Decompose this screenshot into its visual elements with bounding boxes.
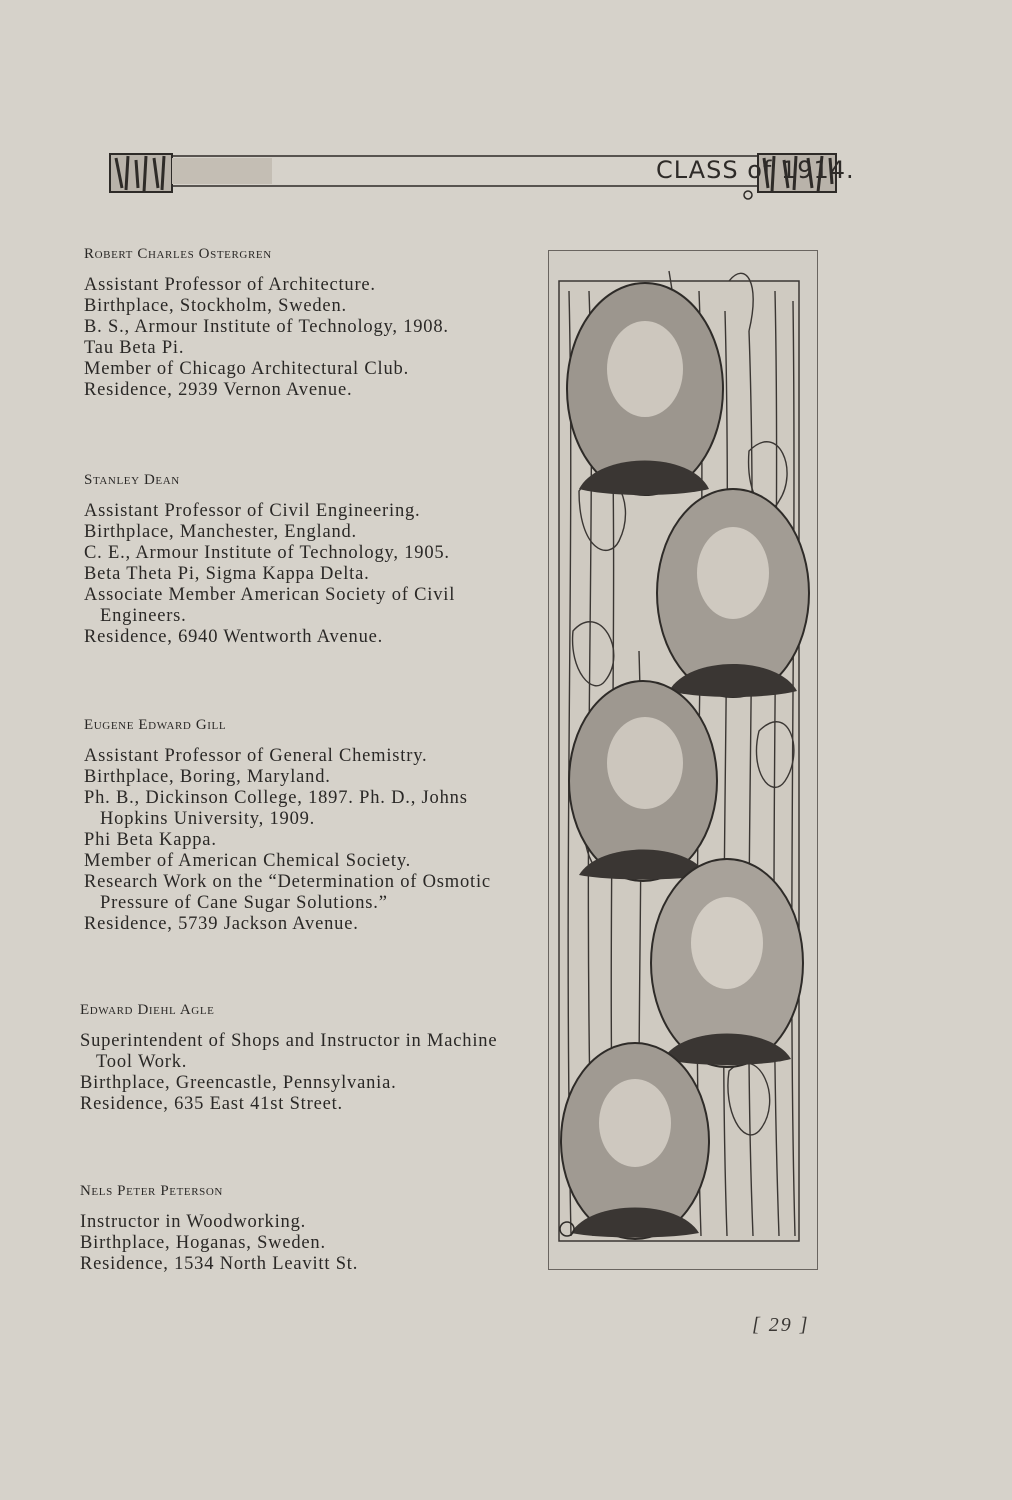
entry-line: Research Work on the “Determination of Osmotic Pressure of Cane Sugar Solutions.”: [84, 872, 491, 913]
entry-line: Residence, 6940 Wentworth Avenue.: [84, 627, 384, 647]
entry-line: C. E., Armour Institute of Technology, 1905.: [84, 543, 450, 563]
class-header-title: CLASS of 1914.: [656, 156, 855, 184]
faculty-name: Robert Charles Ostergren: [84, 246, 272, 262]
faculty-entry-ostergren: [84, 246, 524, 401]
entry-line: Member of American Chemical Society.: [84, 851, 412, 871]
entry-line: Superintendent of Shops and Instructor in Machine Tool Work.: [80, 1031, 498, 1072]
faculty-name: Eugene Edward Gill: [84, 717, 227, 733]
portrait-panel: [548, 250, 818, 1270]
faculty-name: Nels Peter Peterson: [80, 1183, 223, 1199]
entry-line: Birthplace, Boring, Maryland.: [84, 767, 331, 787]
entry-line: Tau Beta Pi.: [84, 338, 185, 358]
entry-line: Ph. B., Dickinson College, 1897. Ph. D., Johns Hopkins University, 1909.: [84, 788, 468, 829]
entry-line: Assistant Professor of General Chemistry.: [84, 746, 428, 766]
faculty-name: Edward Diehl Agle: [80, 1002, 215, 1018]
faculty-entry-peterson: [80, 1183, 520, 1275]
entry-line: Birthplace, Greencastle, Pennsylvania.: [80, 1073, 397, 1093]
faculty-entry-agle: [80, 1002, 524, 1115]
entry-line: Assistant Professor of Civil Engineering.: [84, 501, 421, 521]
entry-line: Residence, 1534 North Leavitt St.: [80, 1254, 359, 1274]
entry-line: Residence, 635 East 41st Street.: [80, 1094, 343, 1114]
entry-line: Residence, 2939 Vernon Avenue.: [84, 380, 353, 400]
entry-line: Beta Theta Pi, Sigma Kappa Delta.: [84, 564, 370, 584]
entry-line: Phi Beta Kappa.: [84, 830, 217, 850]
floral-portrait-illustration: [549, 251, 819, 1271]
entry-line: Birthplace, Hoganas, Sweden.: [80, 1233, 326, 1253]
class-header-banner: [108, 148, 855, 200]
faculty-entry-gill: [84, 717, 524, 935]
entry-line: Assistant Professor of Architecture.: [84, 275, 376, 295]
faculty-entry-dean: [84, 472, 524, 648]
entry-line: Associate Member American Society of Civil Engineers.: [84, 585, 456, 626]
entry-line: Member of Chicago Architectural Club.: [84, 359, 410, 379]
entry-line: Residence, 5739 Jackson Avenue.: [84, 914, 359, 934]
page-number: [ 29 ]: [752, 1314, 810, 1336]
entry-line: Birthplace, Stockholm, Sweden.: [84, 296, 347, 316]
entry-line: Birthplace, Manchester, England.: [84, 522, 357, 542]
faculty-name: Stanley Dean: [84, 472, 180, 488]
entry-line: B. S., Armour Institute of Technology, 1908.: [84, 317, 449, 337]
entry-line: Instructor in Woodworking.: [80, 1212, 307, 1232]
